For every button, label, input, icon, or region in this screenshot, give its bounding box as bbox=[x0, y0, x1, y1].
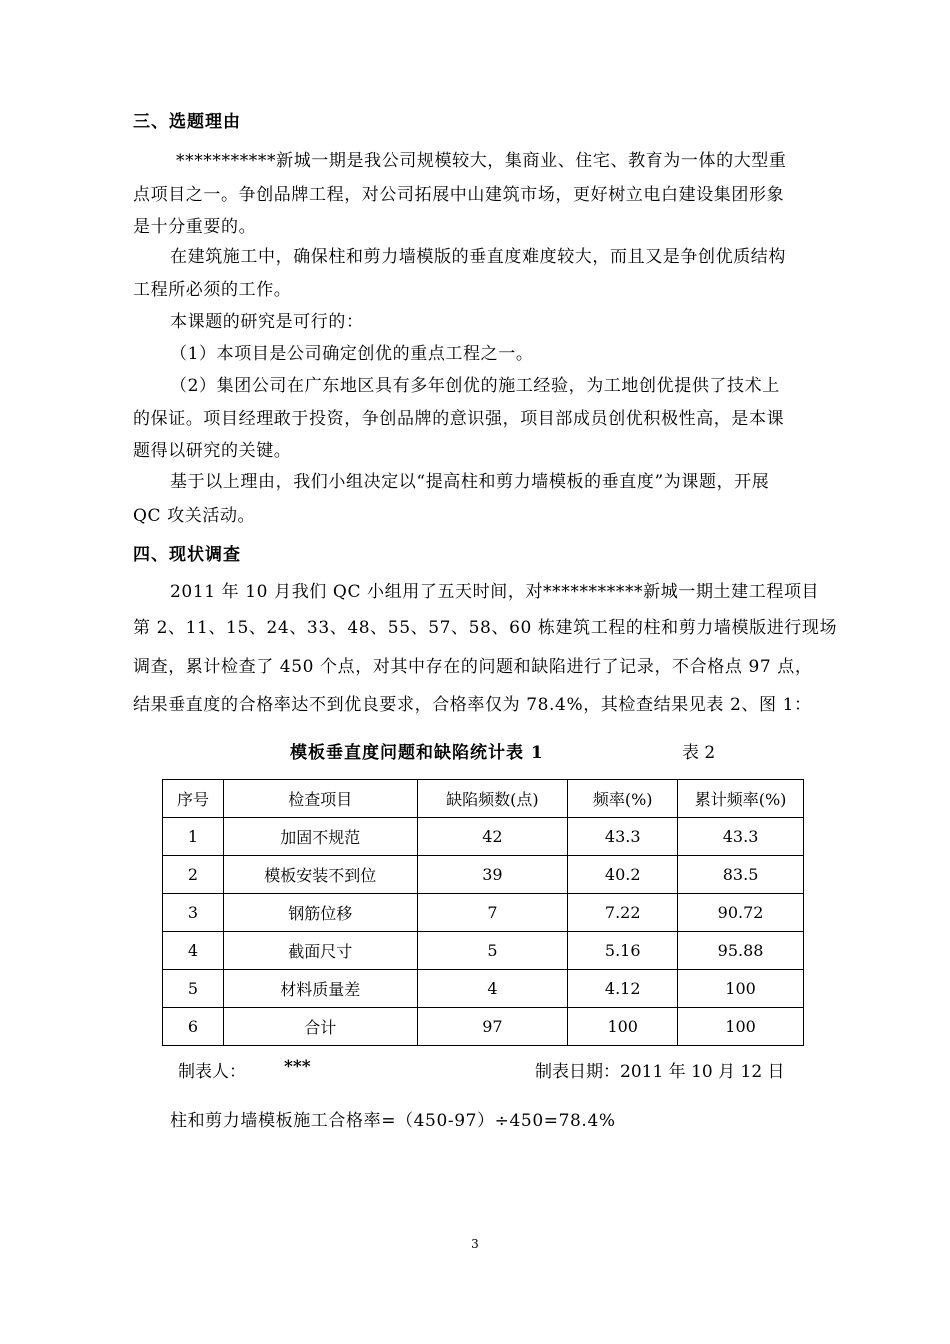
table-cell: 4 bbox=[417, 970, 568, 1008]
table-cell: 7.22 bbox=[568, 894, 678, 932]
paragraph-line: （1）本项目是公司确定创优的重点工程之一。 bbox=[170, 344, 534, 364]
table-number: 表 2 bbox=[682, 743, 716, 763]
table-cell: 7 bbox=[417, 894, 568, 932]
paragraph-line: 题得以研究的关键。 bbox=[133, 441, 292, 461]
table-row bbox=[163, 818, 804, 856]
paragraph-line: 本课题的研究是可行的： bbox=[170, 312, 364, 332]
table-cell: 5 bbox=[417, 932, 568, 970]
paragraph-line: 是十分重要的。 bbox=[133, 217, 257, 237]
paragraph-line: 调查，累计检查了 450 个点，对其中存在的问题和缺陷进行了记录，不合格点 97 点， bbox=[133, 657, 813, 677]
paragraph-line: 第 2、11、15、24、33、48、55、57、58、60 栋建筑工程的柱和剪力墙模版进行现场 bbox=[133, 618, 838, 638]
table-cell: 4.12 bbox=[568, 970, 678, 1008]
header-cell: 缺陷频数(点) bbox=[417, 780, 568, 818]
table-cell: 加固不规范 bbox=[223, 818, 417, 856]
table-cell: 1 bbox=[163, 818, 224, 856]
table-cell: 5.16 bbox=[568, 932, 678, 970]
defect-statistics-table bbox=[162, 779, 804, 1046]
table-cell: 截面尺寸 bbox=[223, 932, 417, 970]
paragraph-line: 工程所必须的工作。 bbox=[133, 280, 292, 300]
pass-rate-formula: 柱和剪力墙模板施工合格率=（450-97）÷450=78.4% bbox=[170, 1111, 616, 1131]
table-cell: 90.72 bbox=[678, 894, 804, 932]
table-row bbox=[163, 856, 804, 894]
header-cell: 频率(%) bbox=[568, 780, 678, 818]
table-cell: 95.88 bbox=[678, 932, 804, 970]
table-cell: 42 bbox=[417, 818, 568, 856]
table-cell: 97 bbox=[417, 1008, 568, 1046]
section-heading-survey: 四、现状调查 bbox=[133, 545, 241, 565]
table-row bbox=[163, 932, 804, 970]
paragraph-line: 在建筑施工中，确保柱和剪力墙模版的垂直度难度较大，而且又是争创优质结构 bbox=[170, 247, 786, 267]
table-cell: 5 bbox=[163, 970, 224, 1008]
table-cell: 100 bbox=[678, 970, 804, 1008]
section-heading-reasons: 三、选题理由 bbox=[133, 112, 241, 132]
table-cell: 40.2 bbox=[568, 856, 678, 894]
paragraph-line: 点项目之一。争创品牌工程，对公司拓展中山建筑市场，更好树立电白建设集团形象 bbox=[133, 185, 785, 205]
table-row-total bbox=[163, 1008, 804, 1046]
table-cell: 6 bbox=[163, 1008, 224, 1046]
table-cell: 100 bbox=[568, 1008, 678, 1046]
table-header-row bbox=[163, 780, 804, 818]
table-cell: 43.3 bbox=[568, 818, 678, 856]
table-cell: 4 bbox=[163, 932, 224, 970]
table-cell: 钢筋位移 bbox=[223, 894, 417, 932]
table-maker-value: *** bbox=[284, 1057, 311, 1077]
header-cell: 检查项目 bbox=[223, 780, 417, 818]
paragraph-line: QC 攻关活动。 bbox=[133, 506, 256, 526]
table-cell: 43.3 bbox=[678, 818, 804, 856]
table-cell: 2 bbox=[163, 856, 224, 894]
table-cell: 83.5 bbox=[678, 856, 804, 894]
paragraph-line: 结果垂直度的合格率达不到优良要求，合格率仅为 78.4%，其检查结果见表 2、图 1： bbox=[133, 695, 812, 715]
table-date: 制表日期：2011 年 10 月 12 日 bbox=[535, 1062, 785, 1082]
table-cell: 39 bbox=[417, 856, 568, 894]
header-cell: 序号 bbox=[163, 780, 224, 818]
paragraph-line: 基于以上理由，我们小组决定以“提高柱和剪力墙模板的垂直度”为课题，开展 bbox=[170, 472, 770, 492]
page-number: 3 bbox=[471, 1237, 479, 1251]
table-cell: 100 bbox=[678, 1008, 804, 1046]
table-cell: 3 bbox=[163, 894, 224, 932]
table-row bbox=[163, 970, 804, 1008]
paragraph-line: 2011 年 10 月我们 QC 小组用了五天时间，对***********新城一期土建工程项目 bbox=[170, 582, 820, 602]
table-cell: 模板安装不到位 bbox=[223, 856, 417, 894]
header-cell: 累计频率(%) bbox=[678, 780, 804, 818]
paragraph-line: ***********新城一期是我公司规模较大，集商业、住宅、教育为一体的大型重 bbox=[176, 151, 787, 171]
table-cell: 合计 bbox=[223, 1008, 417, 1046]
table-maker-label: 制表人： bbox=[178, 1062, 246, 1082]
paragraph-line: （2）集团公司在广东地区具有多年创优的施工经验，为工地创优提供了技术上 bbox=[170, 376, 780, 396]
table-caption: 模板垂直度问题和缺陷统计表 1 bbox=[290, 743, 544, 763]
table-cell: 材料质量差 bbox=[223, 970, 417, 1008]
table-row bbox=[163, 894, 804, 932]
paragraph-line: 的保证。项目经理敢于投资，争创品牌的意识强，项目部成员创优积极性高，是本课 bbox=[133, 409, 785, 429]
